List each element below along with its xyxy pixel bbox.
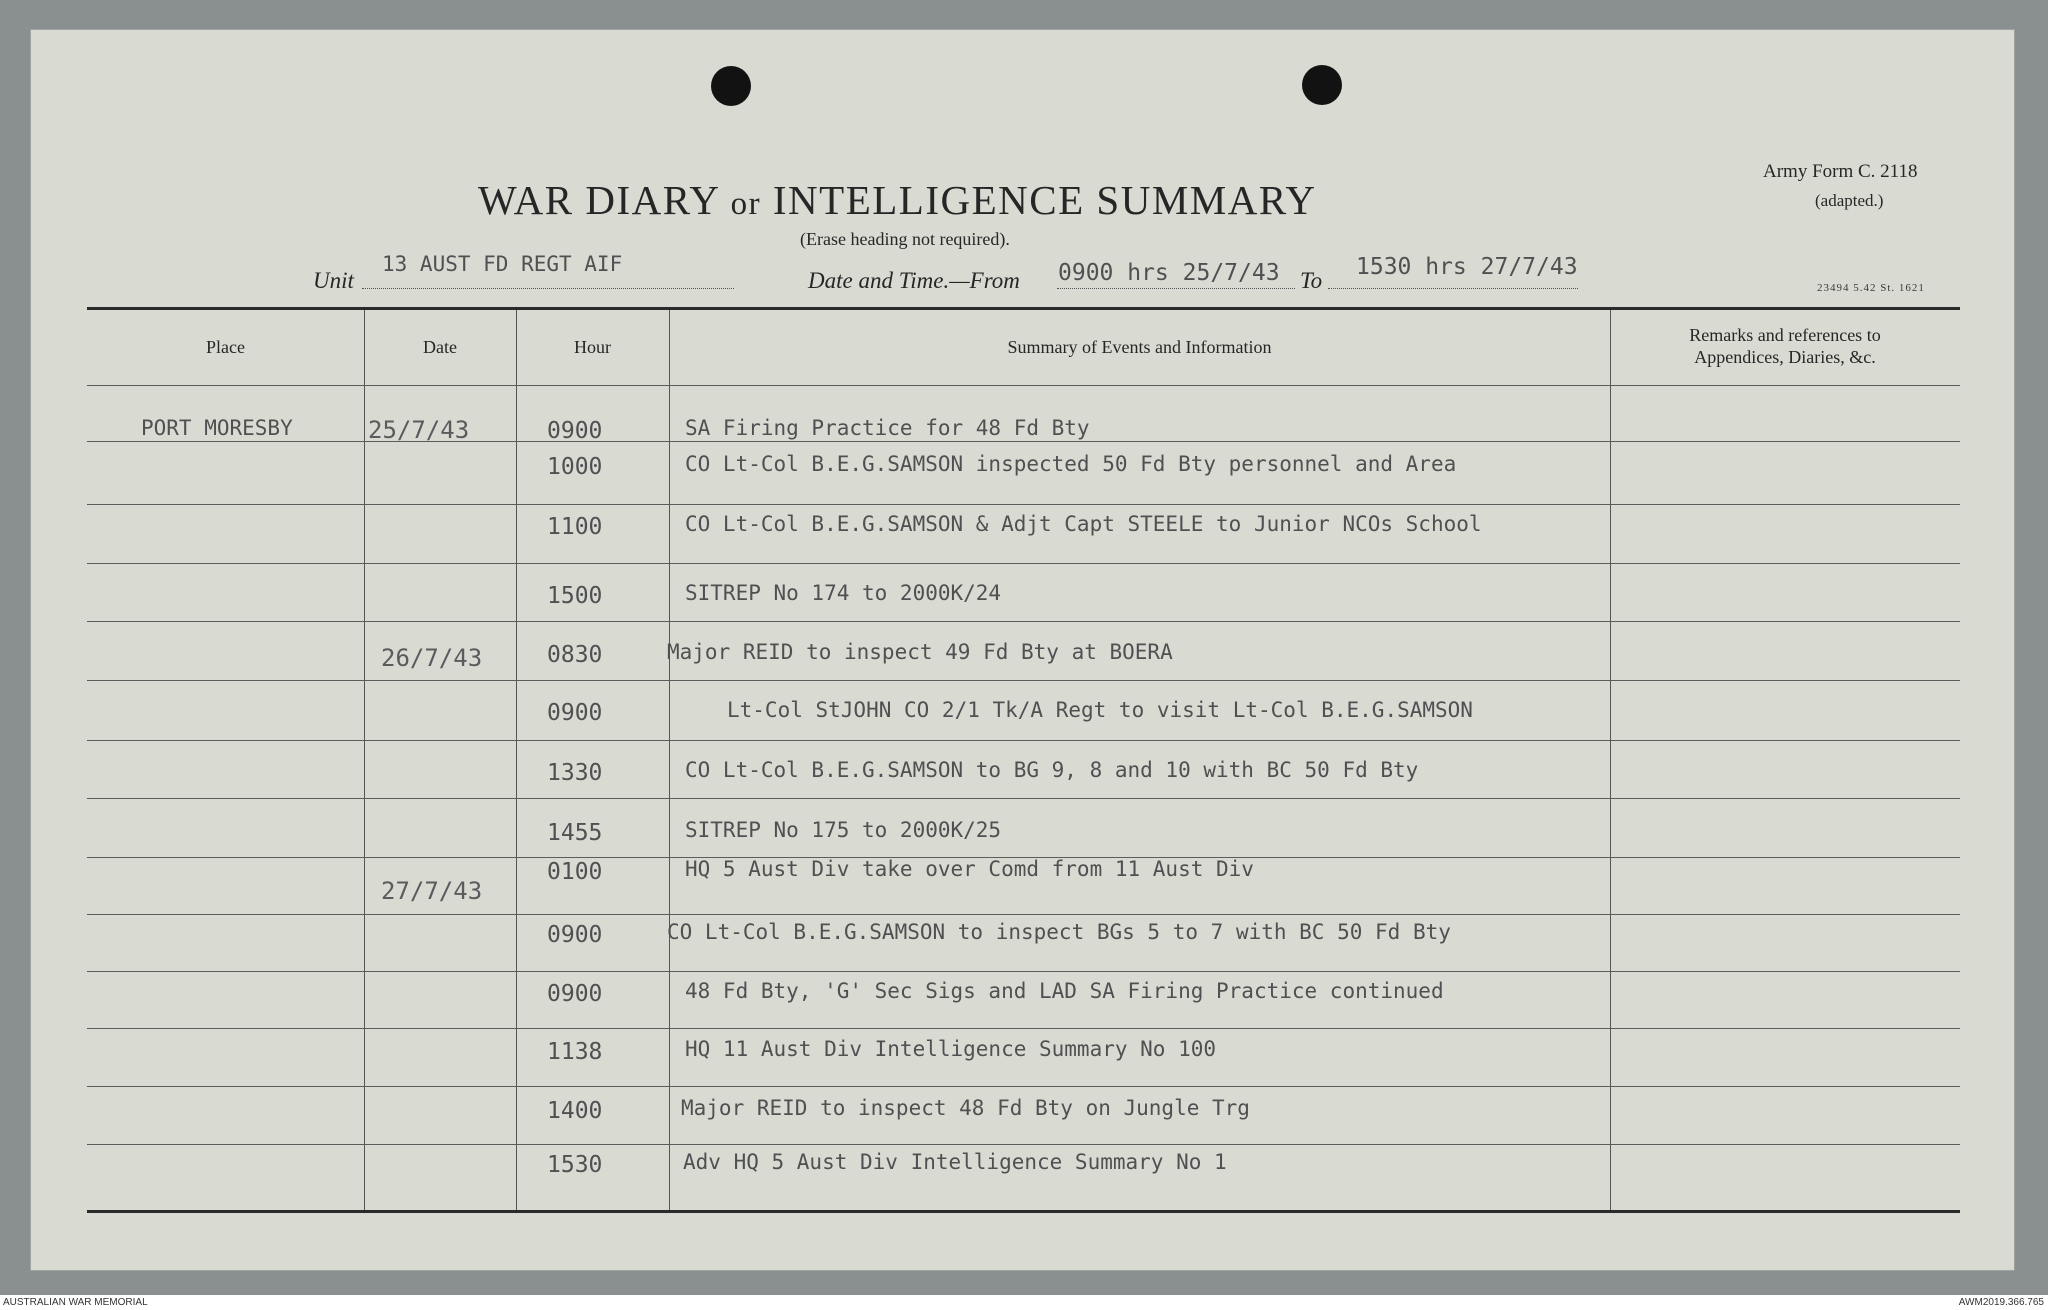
row-rule [87,563,1960,564]
cell-hour: 1400 [547,1098,603,1124]
punch-hole-right [1302,65,1342,105]
column-divider-hour [669,310,670,1210]
cell-hour: 0900 [547,418,603,444]
cell-place: PORT MORESBY [141,416,293,440]
to-label: To [1300,268,1323,293]
cell-summary: CO Lt-Col B.E.G.SAMSON to inspect BGs 5 to 7 with BC 50 Fd Bty [667,920,1451,944]
row-rule [87,1144,1960,1145]
erase-note: (Erase heading not required). [800,229,1010,249]
cell-summary: CO Lt-Col B.E.G.SAMSON inspected 50 Fd Bty personnel and Area [685,452,1457,476]
title-or: or [730,186,762,222]
row-rule [87,1086,1960,1087]
cell-date: 27/7/43 [381,877,483,905]
cell-summary: SITREP No 175 to 2000K/25 [685,818,1002,842]
header-rule [87,385,1960,386]
to-value: 1530 hrs 27/7/43 [1356,254,1578,280]
row-rule [87,1028,1960,1029]
footer-accession: AWM2019.366.765 [1958,1297,2044,1308]
cell-date: 26/7/43 [381,644,483,672]
column-divider-place [364,310,365,1210]
header-date: Date [423,337,457,357]
cell-hour: 1455 [547,820,603,846]
row-rule [87,971,1960,972]
header-remarks-line2: Appendices, Diaries, &c. [1694,347,1876,367]
cell-summary: HQ 5 Aust Div take over Comd from 11 Aust Div [685,857,1254,881]
cell-hour: 0830 [547,642,603,668]
header-summary: Summary of Events and Information [1007,337,1272,357]
cell-summary: CO Lt-Col B.E.G.SAMSON & Adjt Capt STEELE to Junior NCOs School [685,512,1482,536]
cell-summary: HQ 11 Aust Div Intelligence Summary No 100 [685,1037,1217,1061]
row-rule [87,914,1960,915]
header-remarks-line1: Remarks and references to [1689,325,1881,345]
cell-hour: 1530 [547,1152,603,1178]
unit-label: Unit [313,268,354,293]
footer-credit: AUSTRALIAN WAR MEMORIAL [3,1297,148,1308]
cell-summary: Lt-Col StJOHN CO 2/1 Tk/A Regt to visit Lt-Col B.E.G.SAMSON [727,698,1473,722]
row-rule [87,680,1960,681]
date-time-label: Date and Time.—From [808,268,1020,293]
cell-summary: Adv HQ 5 Aust Div Intelligence Summary No 1 [683,1150,1227,1174]
punch-hole-left [711,66,751,106]
cell-summary: Major REID to inspect 48 Fd Bty on Jungle Trg [681,1096,1250,1120]
to-underline [1328,288,1578,289]
army-form-adapted: (adapted.) [1815,191,1884,210]
cell-hour: 0900 [547,922,603,948]
unit-underline [362,288,734,289]
cell-hour: 1000 [547,454,603,480]
from-underline [1057,288,1295,289]
row-rule [87,504,1960,505]
column-divider-summary [1610,310,1611,1210]
header-remarks [1610,324,1960,368]
cell-hour: 1138 [547,1039,603,1065]
cell-hour: 1100 [547,514,603,540]
cell-date: 25/7/43 [368,416,470,444]
print-code: 23494 5.42 St. 1621 [1817,282,1925,294]
form-title [478,176,1317,224]
unit-value: 13 AUST FD REGT AIF [382,252,623,276]
cell-hour: 0900 [547,700,603,726]
cell-hour: 1330 [547,760,603,786]
diary-table [87,307,1960,1213]
cell-summary: SITREP No 174 to 2000K/24 [685,581,1002,605]
header-hour: Hour [574,337,611,357]
from-value: 0900 hrs 25/7/43 [1058,260,1280,286]
cell-hour: 0100 [547,859,603,885]
header-place: Place [206,337,245,357]
row-rule [87,740,1960,741]
cell-hour: 1500 [547,583,603,609]
title-rest: INTELLIGENCE SUMMARY [772,177,1317,223]
cell-summary: 48 Fd Bty, 'G' Sec Sigs and LAD SA Firing Practice continued [685,979,1444,1003]
row-rule [87,798,1960,799]
cell-summary: Major REID to inspect 49 Fd Bty at BOERA [667,640,1173,664]
title-main: WAR DIARY [478,177,719,223]
column-divider-date [516,310,517,1210]
cell-summary: CO Lt-Col B.E.G.SAMSON to BG 9, 8 and 10 with BC 50 Fd Bty [685,758,1419,782]
army-form-number: Army Form C. 2118 [1763,161,1918,182]
cell-hour: 0900 [547,981,603,1007]
cell-summary: SA Firing Practice for 48 Fd Bty [685,416,1090,440]
row-rule [87,621,1960,622]
